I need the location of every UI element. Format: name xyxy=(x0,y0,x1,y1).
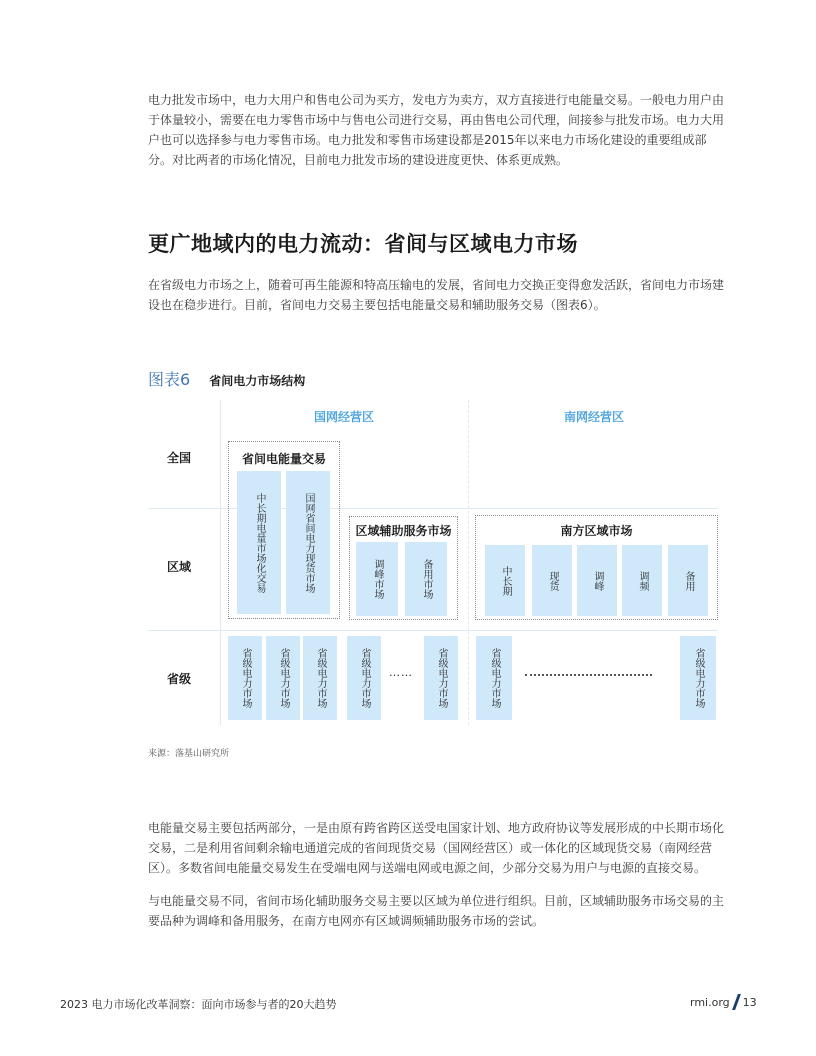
intro-paragraph: 电力批发市场中，电力大用户和售电公司为买方，发电方为卖方，双方直接进行电能量交易。一般电力用户由于体量较小，需要在电力零售市场中与售电公司进行交易，再由售电公司代理，间接参与批发市场。电力大用户也可以选择参与电力零售市场。电力批发和零售市场建设都是2015年以来电力市场化建设的重要组成部分。对比两者的市场化情况，目前电力批发市场的建设进度更快、体系更成熟。 xyxy=(148,93,725,167)
provincial-market-label: 省级电力市场 xyxy=(489,648,500,708)
ancillary-paragraph: 与电能量交易不同，省间市场化辅助服务交易主要以区域为单位进行组织。目前，区域辅助服务市场交易的主要品种为调峰和备用服务，在南方电网亦有区域调频辅助服务市场的尝试。 xyxy=(148,894,725,928)
grid-line xyxy=(220,400,221,725)
grid-line xyxy=(148,630,718,631)
footer-page-info xyxy=(690,994,757,1010)
market-box-label: 中长期电量市场化交易 xyxy=(254,492,265,593)
group-label: 南方区域市场 xyxy=(560,524,633,538)
provincial-market-box xyxy=(424,636,458,720)
ellipsis: …… xyxy=(389,666,413,679)
market-box-label: 备用 xyxy=(683,570,694,591)
market-box xyxy=(577,545,617,616)
market-box-label: 中长期 xyxy=(500,565,511,596)
provincial-market-label: 省级电力市场 xyxy=(315,648,326,708)
market-box-label: 现货 xyxy=(547,570,558,591)
column-header-state-grid: 国网经营区 xyxy=(313,410,374,424)
row-header-national: 全国 xyxy=(166,451,191,465)
section-intro-paragraph: 在省级电力市场之上，随着可再生能源和特高压输电的发展，省间电力交换正变得愈发活跃，省间电力市场建设也在稳步进行。目前，省间电力交易主要包括电能量交易和辅助服务交易（图表6）。 xyxy=(148,278,725,312)
section-title: 更广地域内的电力流动：省间与区域电力市场 xyxy=(148,232,578,256)
provincial-market-box xyxy=(680,636,716,720)
provincial-market-box xyxy=(266,636,300,720)
group-label: 省间电能量交易 xyxy=(241,452,326,466)
page-number: 13 xyxy=(742,995,757,1009)
market-box-label: 调频 xyxy=(637,570,648,591)
dotted-continuation-line xyxy=(525,674,652,676)
energy-paragraph: 电能量交易主要包括两部分，一是由原有跨省跨区送受电国家计划、地方政府协议等发展形成的中长期市场化交易，二是利用省间剩余输电通道完成的省间现货交易（国网经营区）或一体化的区域现货交易（南网经营区）。多数省间电能量交易发生在受端电网与送端电网或电源之间，少部分交易为用户与电源的直接交易。 xyxy=(148,821,725,875)
provincial-market-box xyxy=(303,636,337,720)
footer-report-title: 2023 电力市场化改革洞察：面向市场参与者的20大趋势 xyxy=(60,998,337,1011)
market-box-label: 调峰 xyxy=(592,570,603,591)
figure-name: 省间电力市场结构 xyxy=(209,374,306,388)
provincial-market-box xyxy=(347,636,381,720)
figure-number: 图表6 xyxy=(148,370,191,389)
provincial-market-box xyxy=(228,636,262,720)
market-box-label: 国网省间电力现货市场 xyxy=(303,492,314,593)
footer-site-link[interactable]: rmi.org xyxy=(690,995,730,1009)
market-box xyxy=(237,471,281,614)
grid-divider xyxy=(468,400,469,725)
provincial-market-label: 省级电力市场 xyxy=(693,648,704,708)
market-box-label: 调峰市场 xyxy=(372,559,383,599)
market-box xyxy=(356,542,398,616)
column-header-southern-grid: 南网经营区 xyxy=(563,410,624,424)
provincial-market-label: 省级电力市场 xyxy=(359,648,370,708)
figure-source: 来源：落基山研究所 xyxy=(148,749,230,759)
slash-divider-icon xyxy=(732,994,741,1010)
market-box xyxy=(532,545,572,616)
figure-title xyxy=(148,367,305,390)
market-box xyxy=(405,542,447,616)
provincial-market-label: 省级电力市场 xyxy=(436,648,447,708)
market-box-label: 备用市场 xyxy=(421,559,432,599)
provincial-market-label: 省级电力市场 xyxy=(278,648,289,708)
provincial-market-label: 省级电力市场 xyxy=(240,648,251,708)
group-label: 区域辅助服务市场 xyxy=(355,524,452,538)
row-header-provincial: 省级 xyxy=(166,672,191,686)
market-box xyxy=(286,471,330,614)
market-box xyxy=(668,545,708,616)
market-box xyxy=(485,545,525,616)
row-header-regional: 区域 xyxy=(166,560,191,574)
provincial-market-box xyxy=(476,636,512,720)
market-box xyxy=(622,545,662,616)
